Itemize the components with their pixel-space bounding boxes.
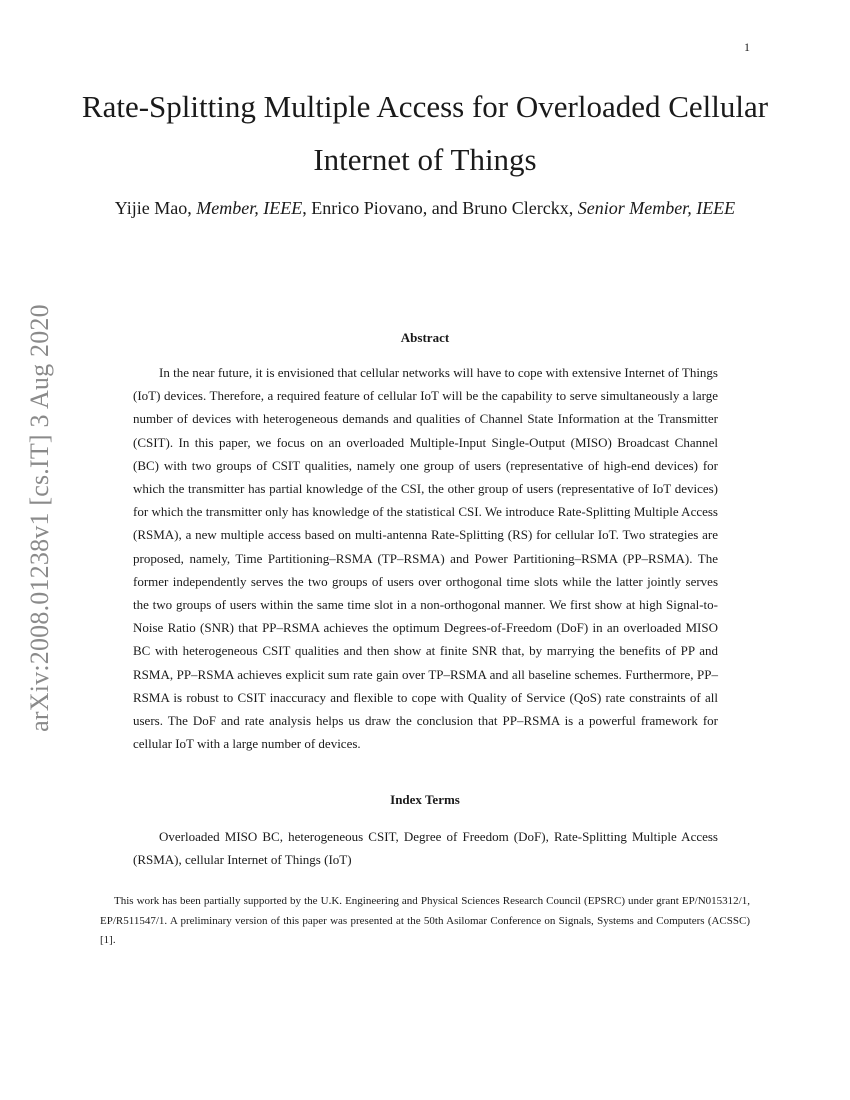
paper-title: Rate-Splitting Multiple Access for Overloaded Cellular Internet of Things bbox=[81, 89, 769, 177]
author-list bbox=[95, 193, 755, 224]
author-name: Yijie Mao, bbox=[114, 198, 197, 218]
index-terms-list: Overloaded MISO BC, heterogeneous CSIT, Degree of Freedom (DoF), Rate-Splitting Multiple Access (RSMA), cellular Internet of Things (IoT) bbox=[133, 829, 718, 867]
footnote-text: This work has been partially supported by the U.K. Engineering and Physical Sciences Research Council (EPSRC) under grant EP/N015312/1, EP/R511547/1. A preliminary version of this paper was presented at the 50th Asilomar Conference on Signals, Systems and Computers (ACSSC) [1]. bbox=[100, 895, 750, 946]
author-affiliation-role: Senior Member, IEEE bbox=[577, 198, 736, 218]
author-name: , Enrico Piovano, and Bruno Clerckx, bbox=[302, 198, 578, 218]
index-terms-heading: Index Terms bbox=[390, 792, 460, 807]
abstract-paragraph: In the near future, it is envisioned that cellular networks will have to cope with extensive Internet of Things (IoT) devices. Therefore, a required feature of cellular IoT will be the capability to serve simultaneously a large number of devices with heterogeneous demands and qualities of Channel State Information at the Transmitter (CSIT). In this paper, we focus on an overloaded Multiple-Input Single-Output (MISO) Broadcast Channel (BC) with two groups of CSIT qualities, namely one group of users (representative of high-end devices) for which the transmitter has partial knowledge of the CSI, the other group of users (representative of IoT devices) for which the transmitter only has knowledge of the statistical CSI. We introduce Rate-Splitting Multiple Access (RSMA), a new multiple access based on multi-antenna Rate-Splitting (RS) for cellular IoT. Two strategies are proposed, namely, Time Partitioning–RSMA (TP–RSMA) and Power Partitioning–RSMA (PP–RSMA). The former independently serves the two groups of users over orthogonal time slots while the latter jointly serves the two groups of users within the same time slot in a non-orthogonal manner. We first show at high Signal-to-Noise Ratio (SNR) that PP–RSMA achieves the optimum Degrees-of-Freedom (DoF) in an overloaded MISO BC with heterogeneous CSIT qualities and then show at finite SNR that, by marrying the benefits of PP and RSMA, PP–RSMA achieves explicit sum rate gain over TP–RSMA and all baseline schemes. Furthermore, PP–RSMA is robust to CSIT inaccuracy and flexible to cope with Quality of Service (QoS) rate constraints of all users. The DoF and rate analysis helps us draw the conclusion that PP–RSMA is a powerful framework for cellular IoT with a large number of devices. bbox=[133, 365, 718, 752]
index-terms-text bbox=[133, 825, 718, 871]
arxiv-identifier-stamp: arXiv:2008.01238v1 [cs.IT] 3 Aug 2020 bbox=[25, 304, 54, 732]
author-affiliation-role: Member, IEEE bbox=[196, 198, 303, 218]
abstract-text bbox=[133, 361, 718, 755]
page-number: 1 bbox=[744, 40, 750, 54]
funding-footnote bbox=[100, 892, 750, 951]
abstract-heading: Abstract bbox=[400, 330, 450, 345]
